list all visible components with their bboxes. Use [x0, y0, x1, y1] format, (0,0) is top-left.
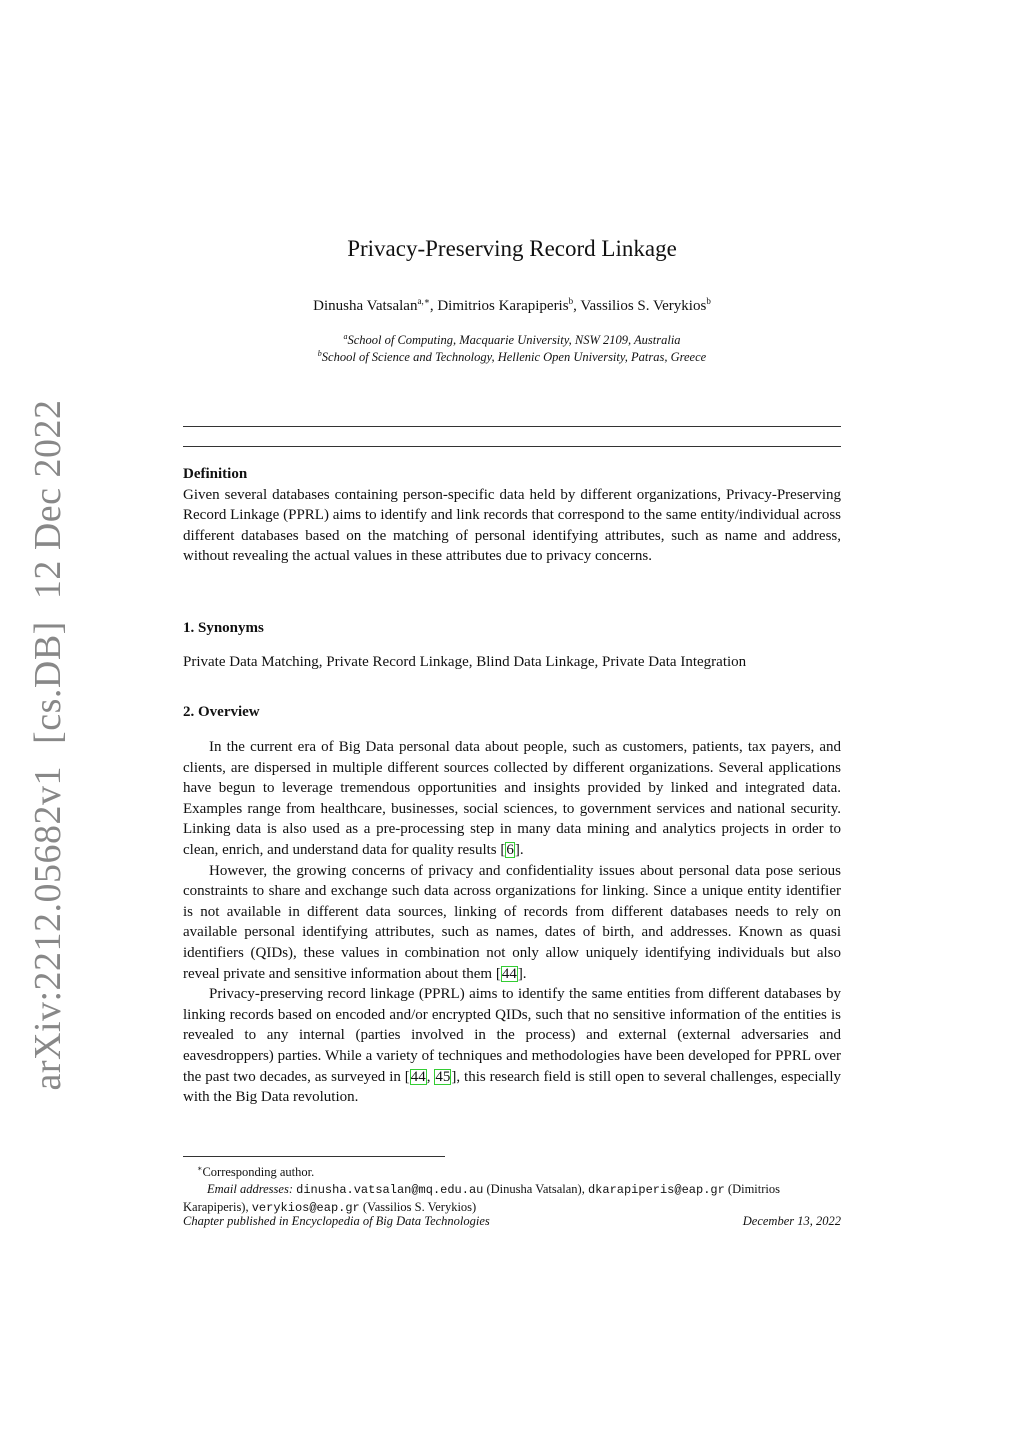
author-affil-mark: b [706, 296, 711, 306]
footnote-divider [183, 1156, 445, 1157]
author-name: Dimitrios Karapiperis [437, 298, 569, 314]
arxiv-category: [cs.DB] [27, 621, 69, 744]
synonyms-text: Private Data Matching, Private Record Linkage, Blind Data Linkage, Private Data Integration [183, 654, 747, 670]
footer-date: December 13, 2022 [742, 1214, 841, 1228]
affiliation-text: School of Science and Technology, Hellenic Open University, Patras, Greece [321, 350, 707, 365]
citation-link[interactable]: 6 [506, 841, 514, 858]
affiliation [0, 349, 1024, 365]
paragraph-text: However, the growing concerns of privacy and confidentiality issues about personal data pose serious constraints to share and exchange such data across organizations for linking. Since a unique entity identifier is not available in different data sources, linking of records from different databases needs to rely on available personal identifying attributes, such as names, dates of birth, and addresses. Known as quasi identifiers (QIDs), these values in combination not only allow uniquely identifying individuals but also reveal private and sensitive information about them [ [183, 862, 841, 982]
affiliation [0, 332, 1024, 348]
email-address[interactable]: verykios@eap.gr [251, 1201, 360, 1216]
author-affil-mark: b [568, 296, 574, 306]
footnote-mark: ∗ [197, 1164, 203, 1173]
paragraph-text: ], this research field is still open to several challenges, especially with the Big Data revolution. [183, 1068, 841, 1106]
email-owner: (Dimitrios Karapiperis), [183, 1182, 781, 1215]
divider [183, 426, 841, 427]
author-name: Vassilios S. Verykios [580, 298, 707, 314]
footnotes [183, 1160, 841, 1217]
paragraph-text: ]. [514, 841, 524, 858]
footnote-emails [183, 1181, 841, 1217]
email-label: Email addresses: [207, 1182, 293, 1197]
paragraph-text: Privacy-preserving record linkage (PPRL) aims to identify the same entities from different databases by linking records based on encoded and/or encrypted QIDs, such that no sensitive information of the entities is revealed to any internal (parties involved in the process) and external (external adversaries and eavesdroppers) parties. While a variety of techniques and methodologies have been developed for PPRL over the past two decades, as surveyed in [ [183, 986, 841, 1085]
author-affil-mark: a,∗ [417, 296, 430, 306]
divider [183, 446, 841, 447]
email-owner: (Dinusha Vatsalan), [486, 1182, 585, 1197]
paragraph-text: In the current era of Big Data personal data about people, such as customers, patients, tax payers, and clients, are dispersed in multiple different sources collected by different organizations. Several applications have begun to leverage tremendous opportunities and insights provided by linked and integrated data. Examples range from healthcare, businesses, social sciences, to government services and national security. Linking data is also used as a pre-processing step in many data mining and analytics projects in order to clean, enrich, and understand data for quality results [ [183, 739, 841, 858]
overview-paragraph [183, 737, 841, 861]
arxiv-stamp [26, 393, 70, 1096]
email-address[interactable]: dkarapiperis@eap.gr [587, 1183, 725, 1198]
affiliation-mark: a [343, 332, 348, 341]
author-list: Dinusha Vatsalan$^{a,∗}$, Dimitrios Karapiperis$^b$, Vassilios S. Verykios$^b$ [313, 296, 711, 314]
paragraph-text: ]. [517, 965, 527, 982]
arxiv-id: arXiv:2212.05682v1 [27, 765, 69, 1091]
page-footer [183, 1214, 841, 1229]
footnote-corresponding [183, 1160, 841, 1181]
affiliation-mark: b [317, 349, 322, 358]
overview-paragraph [183, 984, 841, 1108]
email-address[interactable]: dinusha.vatsalan@mq.edu.au [296, 1183, 484, 1198]
citation-link[interactable]: 44 [410, 1068, 426, 1085]
paper-title: Privacy-Preserving Record Linkage [347, 236, 677, 261]
definition-section [183, 464, 841, 567]
citation-link[interactable]: 45 [435, 1068, 451, 1085]
email-owner: (Vassilios S. Verykios) [362, 1200, 477, 1215]
synonyms-heading: 1. Synonyms [183, 620, 264, 636]
overview-paragraph [183, 861, 841, 985]
author-name: Dinusha Vatsalan [313, 298, 418, 314]
arxiv-date: 12 Dec 2022 [27, 399, 69, 600]
citation-link[interactable]: 44 [501, 965, 517, 982]
definition-heading: Definition [183, 466, 248, 482]
overview-heading: 2. Overview [183, 704, 260, 720]
definition-text: Given several databases containing person-specific data held by different organizations, Privacy-Preserving Record Linkage (PPRL) aims to identify and link records that correspond to the same entity/individual across different databases based on the matching of personal identifying attributes, such as name and address, without revealing the actual values in these attributes due to privacy concerns. [183, 486, 841, 565]
paragraph-text: , [426, 1068, 435, 1085]
footnote-text: Corresponding author. [202, 1165, 315, 1180]
overview-body [183, 737, 841, 1108]
footer-publication: Chapter published in Encyclopedia of Big Data Technologies [183, 1214, 490, 1228]
affiliation-text: School of Computing, Macquarie University, NSW 2109, Australia [347, 333, 681, 348]
